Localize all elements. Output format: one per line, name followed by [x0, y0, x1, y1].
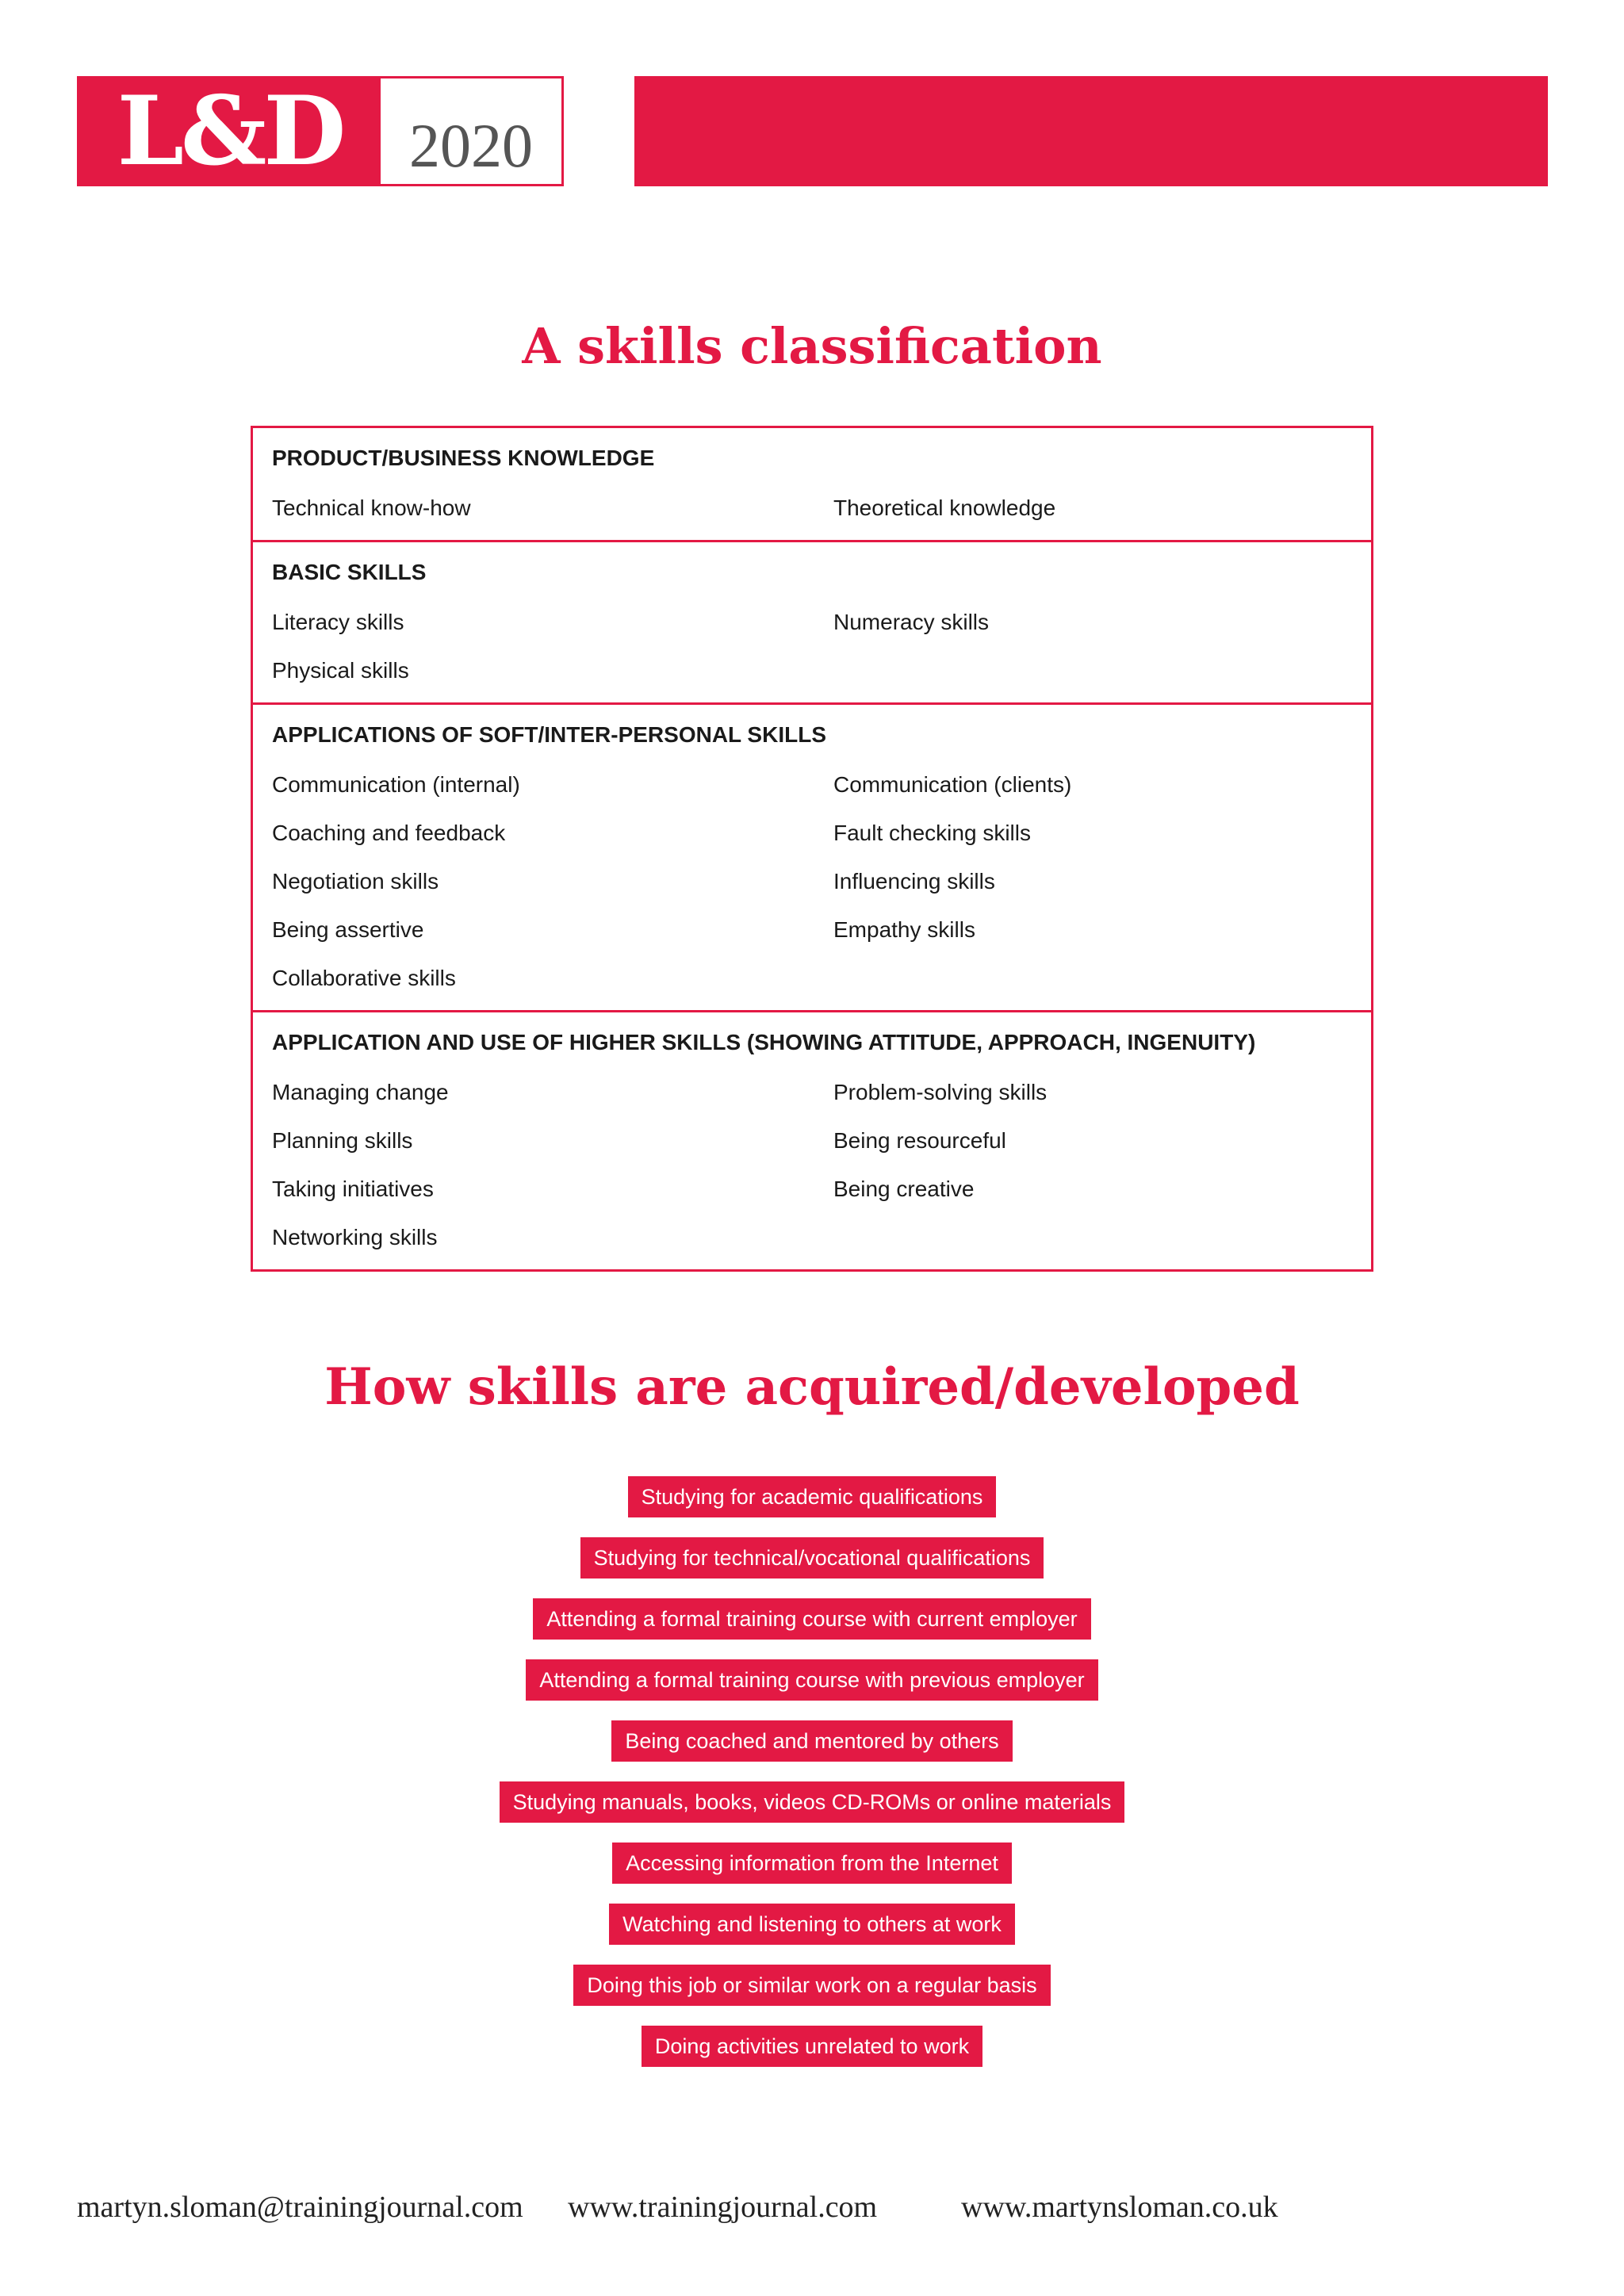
footer-site-author[interactable]: www.martynsloman.co.uk: [961, 2191, 1278, 2224]
skill-item: Communication (clients): [833, 772, 1072, 797]
section-heading: APPLICATIONS OF SOFT/INTER-PERSONAL SKILLS: [272, 722, 826, 747]
footer-email[interactable]: martyn.sloman@trainingjournal.com: [77, 2191, 523, 2224]
skill-item: Theoretical knowledge: [833, 496, 1056, 520]
section-heading: APPLICATION AND USE OF HIGHER SKILLS (SHOWING ATTITUDE, APPROACH, INGENUITY): [272, 1030, 1256, 1054]
method-label: Attending a formal training course with current employer: [533, 1598, 1090, 1640]
section-heading: BASIC SKILLS: [272, 560, 427, 584]
skill-item: Taking initiatives: [272, 1177, 434, 1201]
logo: [77, 76, 564, 186]
method-label: Attending a formal training course with previous employer: [526, 1659, 1097, 1701]
method-label: Doing activities unrelated to work: [642, 2026, 982, 2067]
method-label: Watching and listening to others at work: [609, 1904, 1015, 1945]
skill-item: Being creative: [833, 1177, 975, 1201]
logo-year: 2020: [409, 111, 533, 180]
skills-grid: [272, 598, 1352, 695]
skills-section: [253, 705, 1371, 1012]
skills-section: [253, 428, 1371, 542]
skill-item: Being assertive: [272, 917, 424, 942]
method-label: Studying for academic qualifications: [628, 1476, 997, 1517]
skills-section: [253, 542, 1371, 705]
skill-item: Coaching and feedback: [272, 821, 506, 845]
method-label: Studying for technical/vocational qualifications: [580, 1537, 1044, 1578]
method-label: Studying manuals, books, videos CD-ROMs or online materials: [500, 1781, 1125, 1823]
skill-item: Networking skills: [272, 1225, 438, 1249]
method-row: [0, 1904, 1624, 1965]
skill-item: Being resourceful: [833, 1128, 1006, 1153]
method-row: [0, 1476, 1624, 1537]
skill-item: Empathy skills: [833, 917, 975, 942]
method-row: [0, 1720, 1624, 1781]
skill-item: Negotiation skills: [272, 869, 439, 894]
skills-table: [251, 426, 1373, 1272]
method-label: Being coached and mentored by others: [611, 1720, 1012, 1762]
footer-site-journal[interactable]: www.trainingjournal.com: [568, 2191, 878, 2224]
skill-item: Literacy skills: [272, 610, 404, 634]
method-row: [0, 1843, 1624, 1904]
skill-item: Fault checking skills: [833, 821, 1031, 845]
skill-item: Influencing skills: [833, 869, 995, 894]
skill-item: Managing change: [272, 1080, 449, 1104]
skills-grid: [272, 1068, 1352, 1261]
skills-grid: [272, 484, 1352, 532]
skill-item: Problem-solving skills: [833, 1080, 1048, 1104]
method-row: [0, 1965, 1624, 2026]
logo-text: L&D: [79, 78, 381, 184]
method-label: Doing this job or similar work on a regular basis: [573, 1965, 1050, 2006]
skill-item: Communication (internal): [272, 772, 520, 797]
skills-section: [253, 1012, 1371, 1269]
method-row: [0, 1537, 1624, 1598]
section-heading: PRODUCT/BUSINESS KNOWLEDGE: [272, 446, 655, 470]
skill-item: Collaborative skills: [272, 966, 456, 990]
skills-grid: [272, 760, 1352, 1002]
page-title: A skills classification: [522, 317, 1102, 375]
method-row: [0, 2026, 1624, 2087]
skill-item: Planning skills: [272, 1128, 413, 1153]
skill-item: Numeracy skills: [833, 610, 990, 634]
method-row: [0, 1781, 1624, 1843]
header-bar: [634, 76, 1548, 186]
section-title: How skills are acquired/developed: [324, 1357, 1300, 1417]
method-row: [0, 1659, 1624, 1720]
skill-item: Technical know-how: [272, 496, 471, 520]
skill-item: Physical skills: [272, 658, 409, 683]
method-label: Accessing information from the Internet: [612, 1843, 1012, 1884]
method-row: [0, 1598, 1624, 1659]
methods-list: [0, 1476, 1624, 2087]
